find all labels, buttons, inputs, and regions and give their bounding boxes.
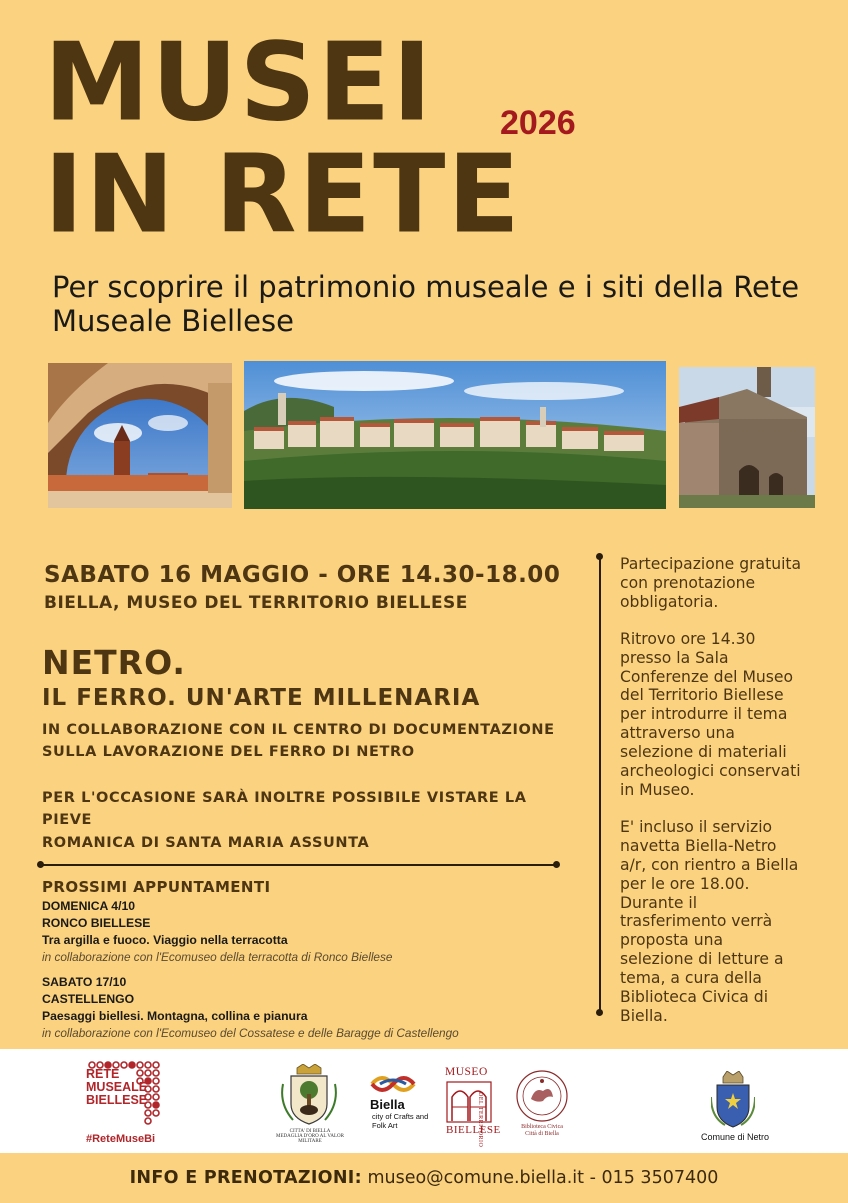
event-note-line: PER L'OCCASIONE SARÀ INOLTRE POSSIBILE VISTARE LA PIEVE bbox=[42, 790, 527, 829]
rete-museale-wordmark bbox=[86, 1068, 166, 1107]
footer-label: INFO E PRENOTAZIONI: bbox=[129, 1168, 362, 1188]
info-shuttle: E' incluso il servizio navetta Biella-Netro a/r, con rientro a Biella per le ore 18.00. Durante il trasferimento verrà proposta una selezione di letture a tema, a cura della Biblioteca Civica di Biella. bbox=[620, 817, 799, 1025]
appointment-collaboration: in collaborazione con l'Ecomuseo del Cossatese e delle Baragge di Castellengo bbox=[42, 1026, 459, 1040]
main-title-line-2: IN RETE bbox=[44, 131, 522, 258]
citta-caption-line: CITTA' DI BIELLA bbox=[289, 1129, 331, 1134]
appointment-item bbox=[42, 898, 582, 966]
comune-di-netro-crest-icon bbox=[711, 1071, 755, 1129]
appointment-place: RONCO BIELLESE bbox=[42, 916, 151, 930]
biblioteca-caption-line: Città di Biella bbox=[525, 1131, 559, 1137]
event-collaboration bbox=[42, 719, 562, 764]
footer-contact-details: museo@comune.biella.it - 015 3507400 bbox=[361, 1168, 719, 1188]
event-date-time: SABATO 16 MAGGIO - ORE 14.30-18.00 bbox=[44, 562, 561, 588]
museo-wordmark: MUSEO bbox=[445, 1066, 488, 1078]
subtitle: Per scoprire il patrimonio museale e i siti della Rete Museale Biellese bbox=[52, 270, 800, 339]
biblioteca-seal-icon bbox=[513, 1069, 571, 1123]
event-place: BIELLA, MUSEO DEL TERRITORIO BIELLESE bbox=[44, 593, 468, 613]
biblioteca-caption-line: Biblioteca Civica bbox=[521, 1124, 563, 1130]
appointment-date: DOMENICA 4/10 bbox=[42, 899, 136, 913]
courtyard-arch-photo bbox=[48, 363, 232, 508]
citta-di-biella-crest-icon bbox=[279, 1064, 339, 1126]
biella-crafts-knot-icon bbox=[368, 1072, 418, 1096]
hillside-village-photo bbox=[244, 361, 666, 509]
event-subtitle: IL FERRO. UN'ARTE MILLENARIA bbox=[42, 685, 481, 711]
biblioteca-caption bbox=[510, 1124, 574, 1138]
event-note bbox=[42, 787, 582, 854]
divider-dot bbox=[553, 861, 560, 868]
appointment-title: Tra argilla e fuoco. Viaggio nella terracotta bbox=[42, 933, 288, 947]
appointment-date: SABATO 17/10 bbox=[42, 975, 127, 989]
appointment-collaboration: in collaborazione con l'Ecomuseo della terracotta di Ronco Biellese bbox=[42, 950, 393, 964]
biella-wordmark: Biella bbox=[370, 1097, 405, 1112]
citta-caption-line: MEDAGLIA D'ORO AL VALOR MILITARE bbox=[276, 1134, 344, 1144]
biella-tagline: city of Crafts and Folk Art bbox=[372, 1112, 429, 1130]
hashtag: #ReteMuseBi bbox=[86, 1133, 156, 1145]
netro-caption: Comune di Netro bbox=[700, 1132, 770, 1142]
footer-contact bbox=[0, 1153, 848, 1200]
main-title-line-1: MUSEI bbox=[44, 19, 434, 146]
event-collaboration-line: SULLA LAVORAZIONE DEL FERRO DI NETRO bbox=[42, 744, 415, 761]
next-appointments-heading: PROSSIMI APPUNTAMENTI bbox=[42, 878, 271, 896]
museo-building-icon bbox=[446, 1081, 492, 1123]
year-label: 2026 bbox=[500, 104, 576, 142]
rete-line: RETE bbox=[86, 1067, 120, 1081]
citta-caption bbox=[268, 1129, 352, 1144]
rete-line: BIELLESE bbox=[86, 1093, 148, 1107]
appointment-item bbox=[42, 974, 582, 1042]
horizontal-divider bbox=[40, 864, 557, 866]
info-participation: Partecipazione gratuita con prenotazione obbligatoria. bbox=[620, 555, 802, 611]
divider-dot bbox=[596, 553, 603, 560]
event-collaboration-line: IN COLLABORAZIONE CON IL CENTRO DI DOCUMENTAZIONE bbox=[42, 722, 555, 738]
appointment-title: Paesaggi biellesi. Montagna, collina e pianura bbox=[42, 1009, 308, 1023]
event-title: NETRO. bbox=[42, 643, 186, 682]
event-note-line: ROMANICA DI SANTA MARIA ASSUNTA bbox=[42, 834, 370, 851]
museo-side-label: DEL TERRITORIO bbox=[477, 1092, 483, 1148]
info-column bbox=[620, 555, 820, 1026]
rete-line: MUSEALE bbox=[86, 1080, 148, 1094]
vertical-divider bbox=[599, 556, 601, 1013]
romanesque-church-photo bbox=[679, 367, 815, 508]
divider-dot bbox=[596, 1009, 603, 1016]
appointment-place: CASTELLENGO bbox=[42, 992, 135, 1006]
museo-biellese-label: BIELLESE bbox=[446, 1124, 501, 1136]
divider-dot bbox=[37, 861, 44, 868]
info-meeting: Ritrovo ore 14.30 presso la Sala Conferenze del Museo del Territorio Biellese per introdurre il tema attraverso una selezione di materiali archeologici conservati in Museo. bbox=[620, 629, 801, 799]
